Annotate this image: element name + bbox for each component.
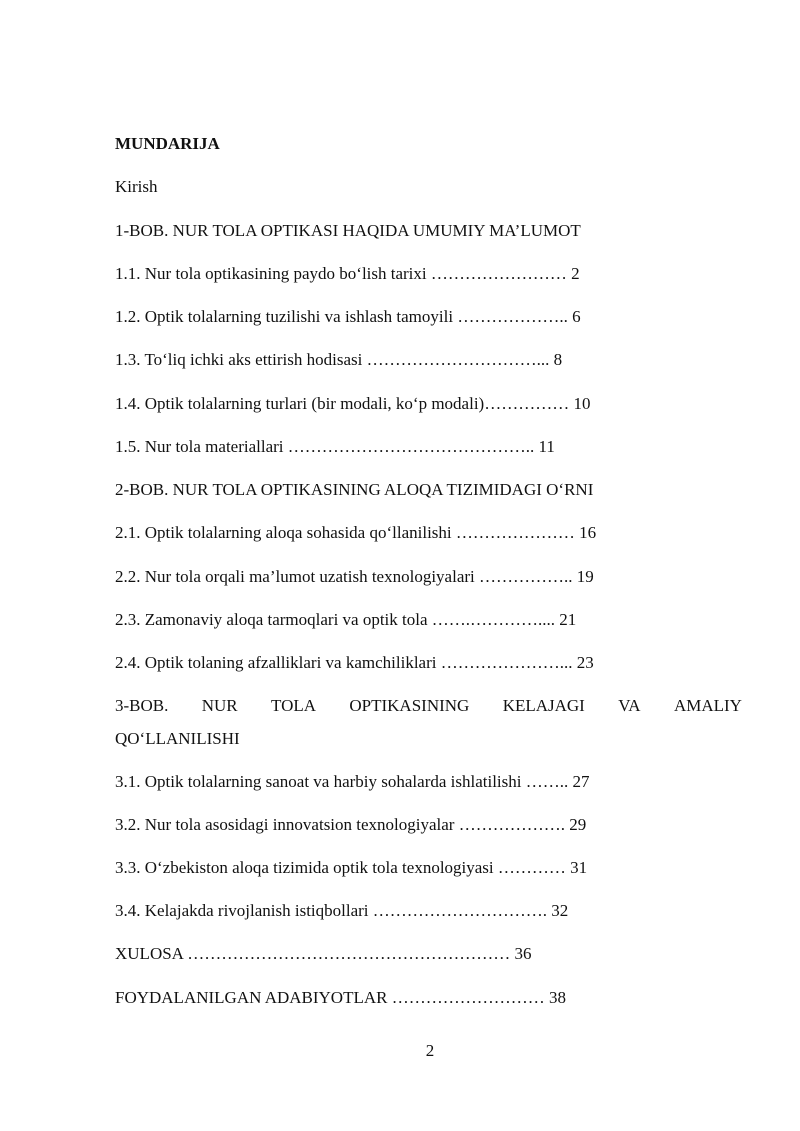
chapter-3-word: KELAJAGI <box>502 696 585 715</box>
chapter-3-word: OPTIKASINING <box>349 696 470 715</box>
chapter-1-heading: 1-BOB. NUR TOLA OPTIKASI HAQIDA UMUMIY MA’LUMOT <box>115 221 581 240</box>
toc-entry-2-4: 2.4. Optik tolaning afzalliklari va kamchiliklari …………………... 23 <box>115 653 594 672</box>
toc-intro: Kirish <box>115 177 158 196</box>
toc-entry-2-1: 2.1. Optik tolalarning aloqa sohasida qo‘llanilishi ………………… 16 <box>115 523 597 542</box>
toc-entry-3-4: 3.4. Kelajakda rivojlanish istiqbollari …………………………. 32 <box>115 901 569 920</box>
chapter-3-word: 3-BOB. <box>115 696 169 715</box>
chapter-3-word: NUR <box>201 696 238 715</box>
toc-entry-3-3: 3.3. O‘zbekiston aloqa tizimida optik tola texnologiyasi ………… 31 <box>115 858 588 877</box>
toc-entry-1-1: 1.1. Nur tola optikasining paydo bo‘lish tarixi …………………… 2 <box>115 264 580 283</box>
toc-entry-3-1: 3.1. Optik tolalarning sanoat va harbiy sohalarda ishlatilishi …….. 27 <box>115 772 590 791</box>
chapter-2-heading: 2-BOB. NUR TOLA OPTIKASINING ALOQA TIZIMIDAGI O‘RNI <box>115 480 594 499</box>
chapter-3-heading-line2: QO‘LLANILISHI <box>115 729 240 748</box>
toc-entry-2-3: 2.3. Zamonaviy aloqa tarmoqlari va optik tola …….………….... 21 <box>115 610 577 629</box>
chapter-3-word: TOLA <box>271 696 317 715</box>
page-number: 2 <box>425 1041 435 1060</box>
toc-conclusion: XULOSA ………………………………………………… 36 <box>115 944 532 963</box>
toc-entry-1-3: 1.3. To‘liq ichki aks ettirish hodisasi …………………………... 8 <box>115 350 563 369</box>
toc-entry-1-4: 1.4. Optik tolalarning turlari (bir modali, ko‘p modali)…………… 10 <box>115 394 591 413</box>
chapter-3-word: AMALIY <box>673 696 742 715</box>
chapter-3-word: VA <box>618 696 641 715</box>
toc-entry-1-5: 1.5. Nur tola materiallari …………………………………….. 11 <box>115 437 555 456</box>
toc-entry-3-2: 3.2. Nur tola asosidagi innovatsion texnologiyalar ………………. 29 <box>115 815 587 834</box>
toc-entry-1-2: 1.2. Optik tolalarning tuzilishi va ishlash tamoyili ……………….. 6 <box>115 307 581 326</box>
chapter-3-heading <box>115 696 742 716</box>
toc-entry-2-2: 2.2. Nur tola orqali ma’lumot uzatish texnologiyalari …………….. 19 <box>115 567 594 586</box>
toc-references: FOYDALANILGAN ADABIYOTLAR ……………………… 38 <box>115 988 566 1007</box>
toc-title: MUNDARIJA <box>115 134 220 153</box>
